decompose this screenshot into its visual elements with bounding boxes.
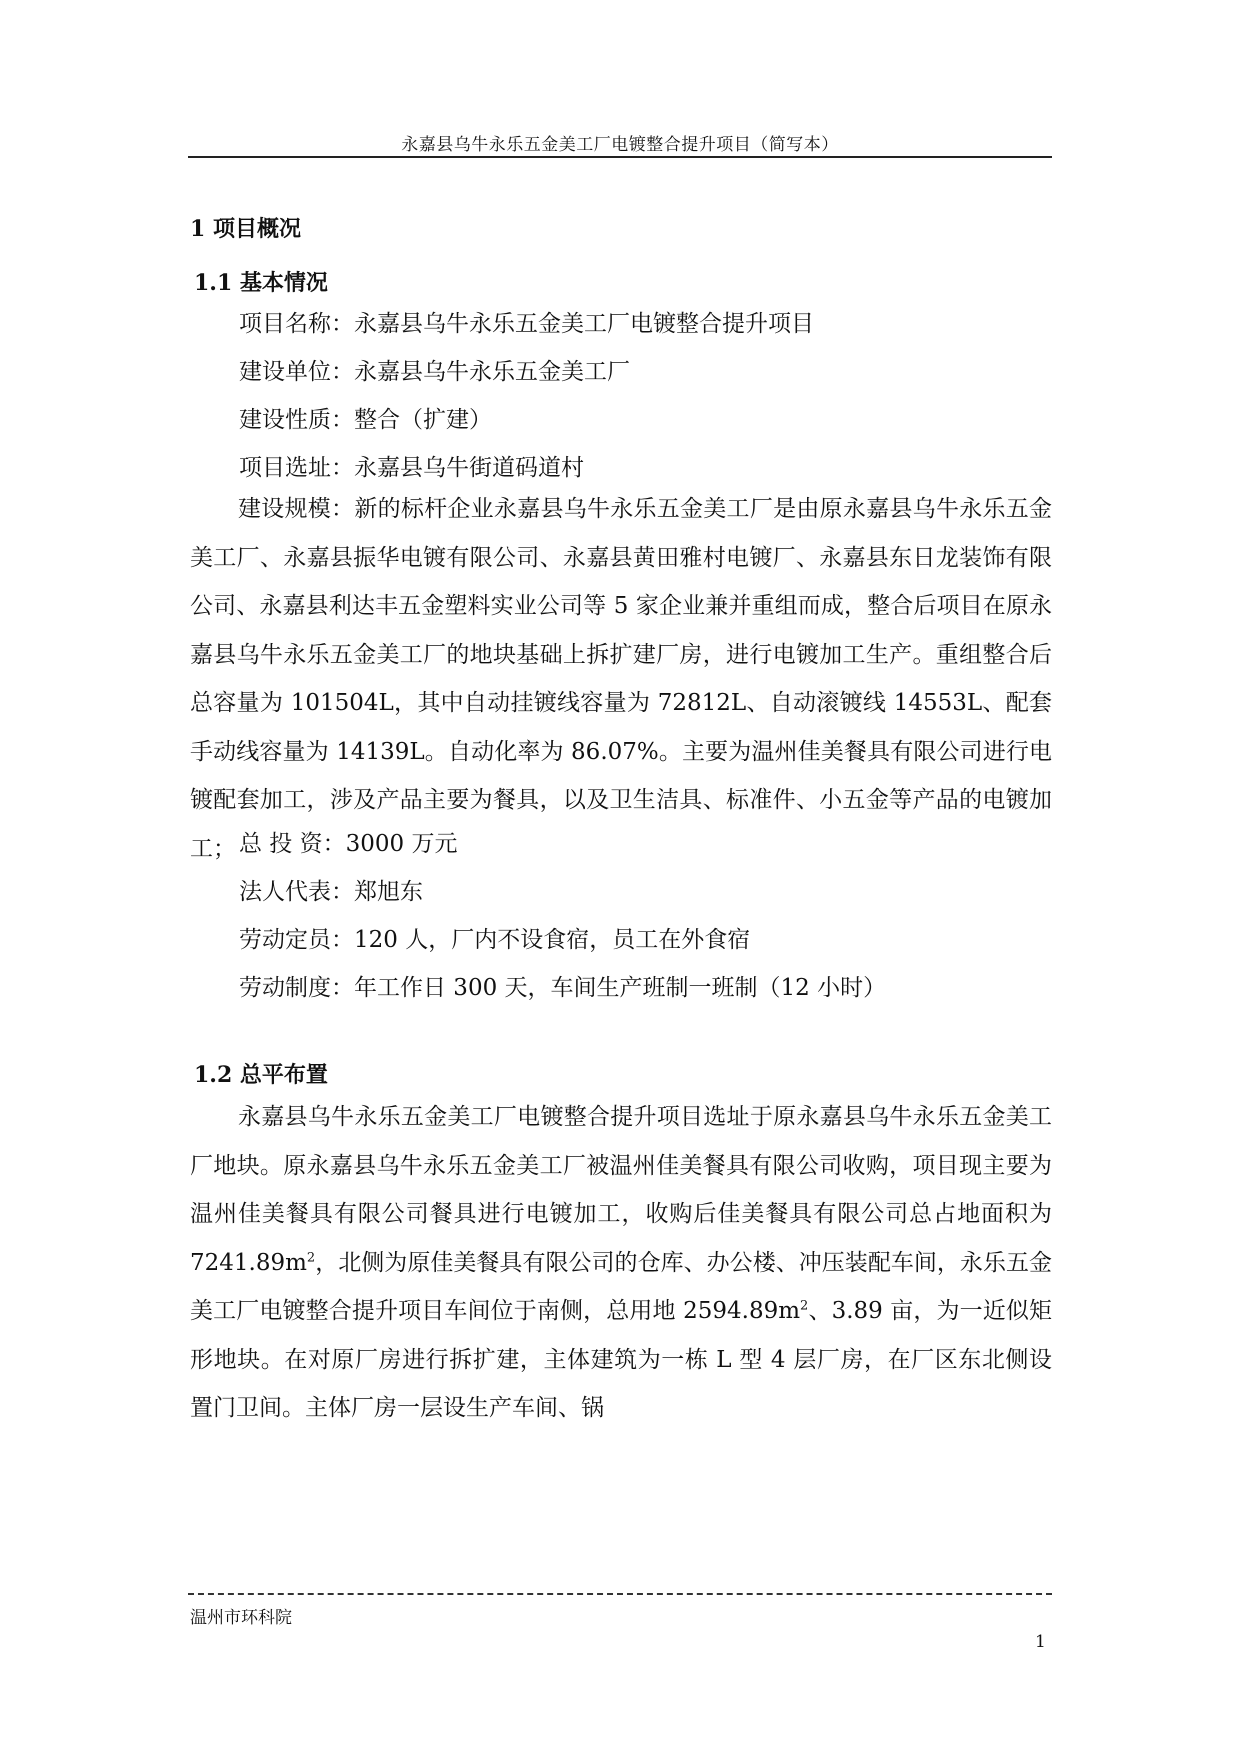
layout-paragraph-part-b: ，北侧为原佳美餐具有限公司的仓库、办公楼、冲压装配车间，永乐五金美工厂电镀整合提升项目车间位于南侧，总用地 2594.89m bbox=[190, 1249, 1052, 1324]
superscript-2: 2 bbox=[800, 1298, 809, 1314]
field-construction-nature bbox=[239, 401, 492, 434]
field-label: 项目名称： bbox=[239, 311, 354, 337]
field-value: 3000 万元 bbox=[345, 831, 458, 857]
layout-paragraph bbox=[190, 1093, 1052, 1433]
field-labor-system bbox=[239, 969, 886, 1002]
page-number: 1 bbox=[1035, 1632, 1046, 1652]
field-value: 整合（扩建） bbox=[354, 407, 492, 433]
field-label: 劳动定员： bbox=[239, 927, 354, 953]
header-divider bbox=[188, 156, 1052, 158]
field-value: 永嘉县乌牛永乐五金美工厂 bbox=[354, 359, 630, 385]
field-label: 建设单位： bbox=[239, 359, 354, 385]
field-construction-unit bbox=[239, 353, 630, 386]
field-value: 郑旭东 bbox=[354, 879, 423, 905]
footer-divider bbox=[188, 1593, 1052, 1595]
field-value: 永嘉县乌牛街道码道村 bbox=[354, 455, 584, 481]
field-labor-staffing bbox=[239, 921, 750, 954]
construction-scale-paragraph: 建设规模：新的标杆企业永嘉县乌牛永乐五金美工厂是由原永嘉县乌牛永乐五金美工厂、永嘉县振华电镀有限公司、永嘉县黄田雅村电镀厂、永嘉县东日龙装饰有限公司、永嘉县利达丰五金塑料实业公司等 5 家企业兼并重组而成，整合后项目在原永嘉县乌牛永乐五金美工厂的地块基础上拆扩建厂房，进行电镀加工生产。重组整合后总容量为 101504L，其中自动挂镀线容量为 72812L、自动滚镀线 14553L、配套手动线容量为 14139L。自动化率为 86.07%。主要为温州佳美餐具有限公司进行电镀配套加工，涉及产品主要为餐具，以及卫生洁具、标准件、小五金等产品的电镀加工； bbox=[190, 496, 1052, 862]
field-label: 建设性质： bbox=[239, 407, 354, 433]
layout-paragraph-part-c: 、3.89 亩，为一近似矩形地块。在对原厂房进行拆扩建，主体建筑为一栋 L 型 4 层厂房，在厂区东北侧设置门卫间。主体厂房一层设生产车间、锅 bbox=[190, 1298, 1052, 1421]
section-1-1-heading: 1.1 基本情况 bbox=[194, 270, 328, 296]
field-project-name bbox=[239, 305, 814, 338]
field-project-site bbox=[239, 449, 584, 482]
section-1-heading: 1 项目概况 bbox=[190, 216, 301, 242]
field-value: 120 人，厂内不设食宿，员工在外食宿 bbox=[354, 927, 751, 953]
field-legal-representative bbox=[239, 873, 423, 906]
field-total-investment bbox=[239, 825, 457, 858]
field-label: 法人代表： bbox=[239, 879, 354, 905]
field-value: 永嘉县乌牛永乐五金美工厂电镀整合提升项目 bbox=[354, 311, 814, 337]
field-label: 劳动制度： bbox=[239, 975, 354, 1001]
superscript-2: 2 bbox=[306, 1249, 316, 1265]
page-header-title: 永嘉县乌牛永乐五金美工厂电镀整合提升项目（简写本） bbox=[401, 135, 839, 155]
section-1-2-heading: 1.2 总平布置 bbox=[194, 1062, 328, 1088]
field-label: 项目选址： bbox=[239, 455, 354, 481]
layout-paragraph-part-a: 永嘉县乌牛永乐五金美工厂电镀整合提升项目选址于原永嘉县乌牛永乐五金美工厂地块。原永嘉县乌牛永乐五金美工厂被温州佳美餐具有限公司收购，项目现主要为温州佳美餐具有限公司餐具进行电镀加工，收购后佳美餐具有限公司总占地面积为 7241.89m bbox=[190, 1104, 1052, 1276]
field-value: 年工作日 300 天，车间生产班制一班制（12 小时） bbox=[354, 975, 887, 1001]
field-label: 总 投 资： bbox=[239, 831, 346, 857]
footer-organization: 温州市环科院 bbox=[190, 1608, 292, 1628]
